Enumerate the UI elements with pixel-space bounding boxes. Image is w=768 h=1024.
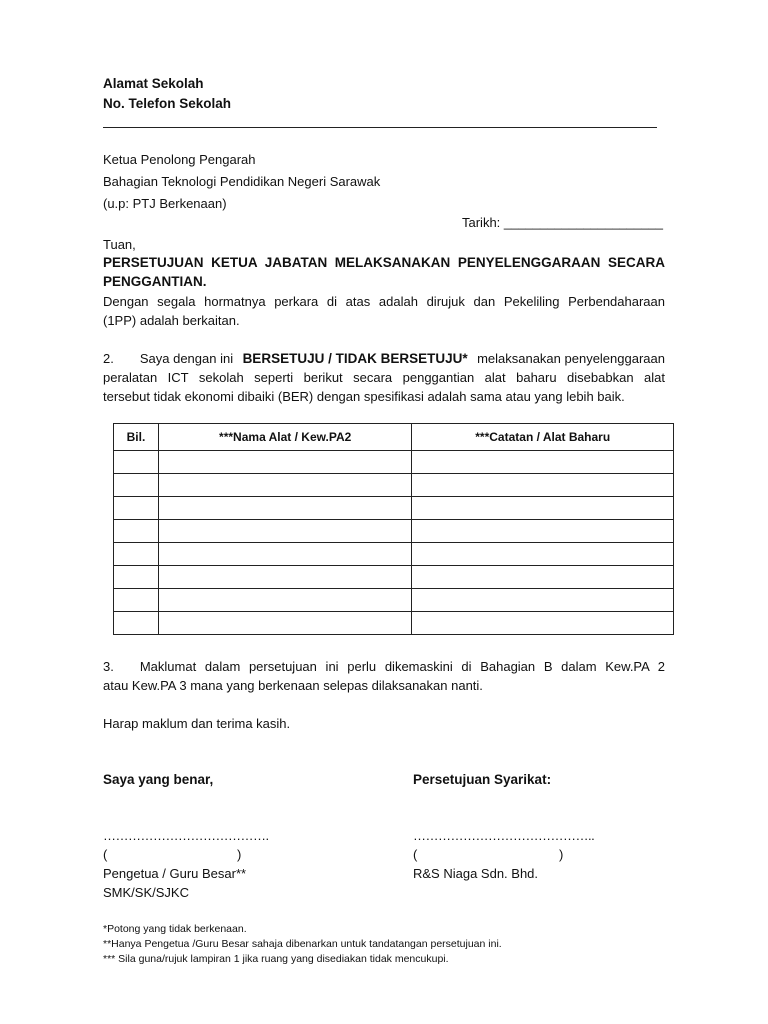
col-header-nama-alat: ***Nama Alat / Kew.PA2 bbox=[158, 424, 412, 451]
subject-line1: PERSETUJUAN KETUA JABATAN MELAKSANAKAN PENYELENGGARAAN SECARA bbox=[103, 255, 665, 270]
cell-catatan[interactable] bbox=[412, 474, 674, 497]
para2-choice: BERSETUJU / TIDAK BERSETUJU* bbox=[242, 351, 468, 366]
cell-catatan[interactable] bbox=[412, 612, 674, 635]
cell-bil[interactable] bbox=[114, 520, 159, 543]
footnote-3: *** Sila guna/rujuk lampiran 1 jika ruang yang disediakan tidak mencukupi. bbox=[103, 953, 449, 965]
cell-nama-alat[interactable] bbox=[158, 543, 412, 566]
cell-bil[interactable] bbox=[114, 612, 159, 635]
cell-catatan[interactable] bbox=[412, 497, 674, 520]
sign-right-name-close: ) bbox=[559, 847, 564, 862]
cell-catatan[interactable] bbox=[412, 566, 674, 589]
para2-line1 bbox=[103, 351, 665, 366]
sign-right-heading: Persetujuan Syarikat: bbox=[413, 772, 552, 787]
cell-bil[interactable] bbox=[114, 497, 159, 520]
para3-line2: atau Kew.PA 3 mana yang berkenaan selepas dilaksanakan nanti. bbox=[103, 678, 483, 693]
cell-catatan[interactable] bbox=[412, 543, 674, 566]
para2-rest: melaksanakan penyelenggaraan bbox=[477, 351, 665, 366]
para3-number: 3. bbox=[103, 659, 114, 674]
cell-bil[interactable] bbox=[114, 543, 159, 566]
table-row bbox=[114, 497, 674, 520]
sign-left-name-close: ) bbox=[237, 847, 242, 862]
school-address: Alamat Sekolah bbox=[103, 76, 204, 91]
footnote-2: **Hanya Pengetua /Guru Besar sahaja dibenarkan untuk tandatangan persetujuan ini. bbox=[103, 938, 502, 950]
cell-nama-alat[interactable] bbox=[158, 474, 412, 497]
cell-bil[interactable] bbox=[114, 451, 159, 474]
school-phone: No. Telefon Sekolah bbox=[103, 96, 232, 111]
cell-bil[interactable] bbox=[114, 474, 159, 497]
sign-left-school: SMK/SK/SJKC bbox=[103, 885, 189, 900]
sign-left-title: Pengetua / Guru Besar** bbox=[103, 866, 247, 881]
date-line: Tarikh: ______________________ bbox=[462, 215, 663, 230]
cell-bil[interactable] bbox=[114, 566, 159, 589]
cell-nama-alat[interactable] bbox=[158, 497, 412, 520]
equipment-table bbox=[113, 423, 674, 635]
cell-catatan[interactable] bbox=[412, 520, 674, 543]
salutation: Tuan, bbox=[103, 237, 136, 252]
recipient-line2: Bahagian Teknologi Pendidikan Negeri Sarawak bbox=[103, 174, 381, 189]
col-header-bil: Bil. bbox=[114, 424, 159, 451]
cell-bil[interactable] bbox=[114, 589, 159, 612]
sign-right-dots: …………………………………….. bbox=[413, 828, 595, 843]
sign-left-dots: …………………………………. bbox=[103, 828, 269, 843]
cell-catatan[interactable] bbox=[412, 451, 674, 474]
para2-number: 2. bbox=[103, 351, 114, 366]
cell-nama-alat[interactable] bbox=[158, 520, 412, 543]
para2-line2: peralatan ICT sekolah seperti berikut secara penggantian alat baharu disebabkan alat bbox=[103, 370, 665, 385]
para3-text1: Maklumat dalam persetujuan ini perlu dikemaskini di Bahagian B dalam Kew.PA 2 bbox=[139, 659, 665, 674]
table-row bbox=[114, 543, 674, 566]
footnote-1: *Potong yang tidak berkenaan. bbox=[103, 923, 247, 935]
para2-line3: tersebut tidak ekonomi dibaiki (BER) dengan spesifikasi adalah sama atau yang lebih baik. bbox=[103, 389, 625, 404]
cell-nama-alat[interactable] bbox=[158, 612, 412, 635]
sign-right-name-open: ( bbox=[413, 847, 418, 862]
subject-line2: PENGGANTIAN. bbox=[103, 274, 207, 289]
table-header-row bbox=[114, 424, 674, 451]
letterhead-divider bbox=[103, 127, 657, 128]
para2-lead: Saya dengan ini bbox=[139, 351, 234, 366]
cell-nama-alat[interactable] bbox=[158, 451, 412, 474]
cell-nama-alat[interactable] bbox=[158, 566, 412, 589]
intro-line1: Dengan segala hormatnya perkara di atas adalah dirujuk dan Pekeliling Perbendaharaan bbox=[103, 294, 665, 309]
table-row bbox=[114, 612, 674, 635]
intro-line2: (1PP) adalah berkaitan. bbox=[103, 313, 240, 328]
recipient-line1: Ketua Penolong Pengarah bbox=[103, 152, 256, 167]
sign-left-name-open: ( bbox=[103, 847, 108, 862]
table-row bbox=[114, 520, 674, 543]
table-row bbox=[114, 566, 674, 589]
sign-left-heading: Saya yang benar, bbox=[103, 772, 214, 787]
closing-line: Harap maklum dan terima kasih. bbox=[103, 716, 291, 731]
para3-line1 bbox=[103, 659, 665, 674]
cell-nama-alat[interactable] bbox=[158, 589, 412, 612]
recipient-line3: (u.p: PTJ Berkenaan) bbox=[103, 196, 227, 211]
col-header-catatan: ***Catatan / Alat Baharu bbox=[412, 424, 674, 451]
cell-catatan[interactable] bbox=[412, 589, 674, 612]
sign-right-company: R&S Niaga Sdn. Bhd. bbox=[413, 866, 539, 881]
table-row bbox=[114, 589, 674, 612]
table-row bbox=[114, 451, 674, 474]
table-row bbox=[114, 474, 674, 497]
